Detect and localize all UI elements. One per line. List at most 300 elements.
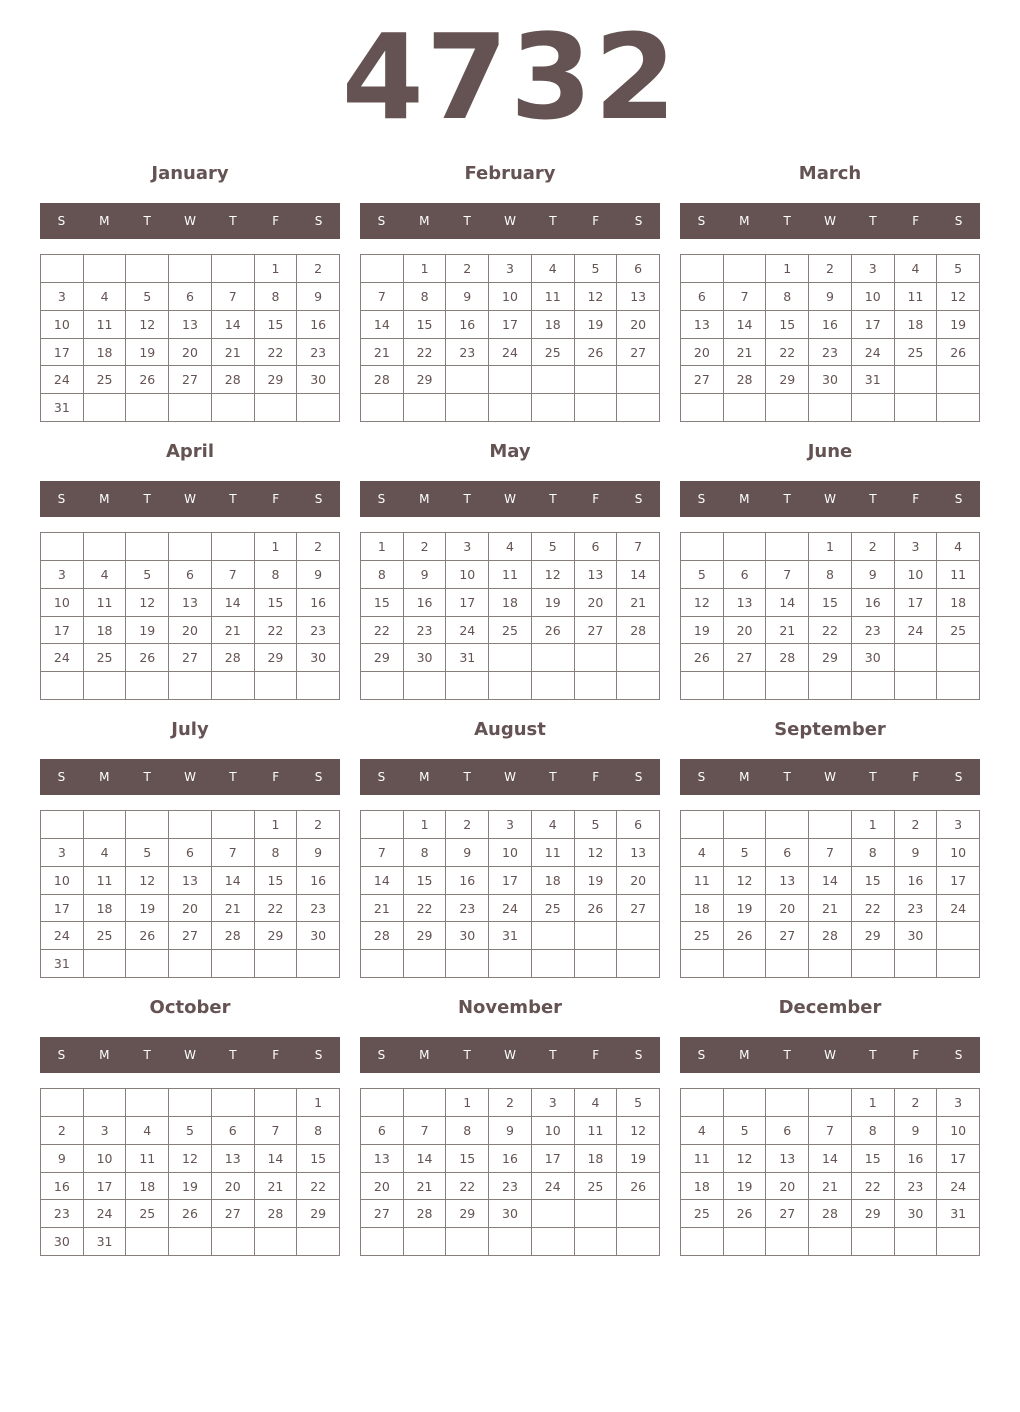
weekday-label: T [463,214,471,228]
day-cell: 17 [41,339,84,367]
day-cell: 11 [895,283,938,311]
day-cell: 19 [724,895,767,923]
day-cell: 2 [489,1089,532,1117]
day-cell: 9 [297,283,340,311]
day-cell: 25 [489,617,532,645]
weekday-label: F [592,770,600,784]
day-cell: 12 [724,1145,767,1173]
weekday-label: W [184,1048,196,1062]
empty-day-cell [724,950,767,978]
weekday-label: F [912,214,920,228]
empty-day-cell [255,394,298,422]
day-cell: 12 [937,283,980,311]
day-cell: 1 [852,811,895,839]
day-cell: 17 [41,895,84,923]
empty-day-cell [852,950,895,978]
empty-day-cell [169,811,212,839]
weekday-label: S [377,214,386,228]
day-cell: 15 [766,311,809,339]
empty-day-cell [84,394,127,422]
day-cell: 25 [532,339,575,367]
day-cell: 14 [809,1145,852,1173]
day-cell: 25 [681,922,724,950]
day-cell: 2 [404,533,447,561]
day-cell: 30 [895,1200,938,1228]
empty-day-cell [41,811,84,839]
weekday-label: F [272,492,280,506]
day-cell: 10 [937,839,980,867]
day-cell: 20 [724,617,767,645]
day-cell: 13 [617,283,660,311]
day-cell: 29 [404,922,447,950]
weekday-label: M [99,214,110,228]
weekday-label: T [143,214,151,228]
empty-day-cell [681,394,724,422]
day-cell: 22 [255,339,298,367]
day-cell: 3 [41,839,84,867]
day-cell: 5 [126,839,169,867]
weekday-label: S [697,492,706,506]
day-cell: 23 [895,895,938,923]
day-cell: 4 [84,283,127,311]
day-cell: 30 [297,922,340,950]
day-cell: 25 [681,1200,724,1228]
empty-day-cell [724,672,767,700]
empty-day-cell [126,1089,169,1117]
weekday-label: W [824,770,836,784]
empty-day-cell [575,366,618,394]
weekday-header [360,203,660,239]
day-cell: 13 [724,589,767,617]
day-cell: 2 [446,811,489,839]
day-cell: 24 [489,895,532,923]
empty-day-cell [681,1228,724,1256]
empty-day-cell [404,672,447,700]
day-cell: 17 [84,1173,127,1201]
weekday-header [40,481,340,517]
empty-day-cell [297,672,340,700]
empty-day-cell [681,255,724,283]
day-cell: 1 [255,533,298,561]
day-cell: 13 [617,839,660,867]
day-cell: 27 [169,366,212,394]
day-cell: 15 [255,589,298,617]
day-cell: 20 [169,617,212,645]
empty-day-cell [489,366,532,394]
day-cell: 31 [852,366,895,394]
day-cell: 6 [169,839,212,867]
empty-day-cell [84,1089,127,1117]
empty-day-cell [446,950,489,978]
weekday-label: T [463,1048,471,1062]
day-cell: 18 [84,617,127,645]
empty-day-cell [255,1089,298,1117]
weekday-label: T [229,1048,237,1062]
day-cell: 4 [681,1117,724,1145]
day-cell: 2 [297,533,340,561]
day-cell: 2 [297,811,340,839]
day-cell: 7 [361,283,404,311]
day-cell: 20 [617,311,660,339]
day-cell: 19 [575,311,618,339]
month-title: May [489,441,531,462]
day-cell: 2 [41,1117,84,1145]
day-cell: 13 [169,589,212,617]
day-cell: 8 [297,1117,340,1145]
day-cell: 15 [255,867,298,895]
day-cell: 24 [84,1200,127,1228]
day-cell: 23 [297,339,340,367]
day-cell: 23 [895,1173,938,1201]
empty-day-cell [361,1228,404,1256]
day-cell: 27 [766,922,809,950]
day-cell: 25 [84,644,127,672]
day-cell: 3 [84,1117,127,1145]
day-cell: 18 [84,339,127,367]
day-cell: 15 [297,1145,340,1173]
day-cell: 11 [575,1117,618,1145]
empty-day-cell [361,1089,404,1117]
empty-day-cell [489,394,532,422]
weekday-label: M [419,1048,430,1062]
day-cell: 14 [212,589,255,617]
day-cell: 28 [361,366,404,394]
day-cell: 2 [809,255,852,283]
empty-day-cell [212,255,255,283]
day-cell: 22 [852,1173,895,1201]
day-cell: 26 [937,339,980,367]
empty-day-cell [681,672,724,700]
day-cell: 7 [404,1117,447,1145]
weekday-header [680,203,980,239]
day-cell: 4 [937,533,980,561]
day-cell: 1 [446,1089,489,1117]
empty-day-cell [361,950,404,978]
weekday-label: M [419,214,430,228]
day-cell: 23 [41,1200,84,1228]
day-cell: 6 [766,839,809,867]
day-cell: 15 [852,867,895,895]
day-cell: 7 [766,561,809,589]
day-cell: 31 [41,394,84,422]
day-cell: 7 [361,839,404,867]
weekday-label: S [634,1048,643,1062]
weekday-label: W [504,770,516,784]
day-cell: 17 [446,589,489,617]
day-cell: 25 [532,895,575,923]
day-cell: 1 [809,533,852,561]
empty-day-cell [169,1089,212,1117]
day-cell: 28 [404,1200,447,1228]
day-cell: 12 [169,1145,212,1173]
day-cell: 29 [404,366,447,394]
day-cell: 31 [937,1200,980,1228]
day-cell: 30 [404,644,447,672]
weekday-label: F [592,1048,600,1062]
day-cell: 2 [895,1089,938,1117]
day-cell: 17 [489,311,532,339]
day-cell: 17 [489,867,532,895]
weekday-label: S [57,770,66,784]
day-cell: 19 [617,1145,660,1173]
empty-day-cell [895,394,938,422]
day-cell: 12 [681,589,724,617]
day-cell: 2 [446,255,489,283]
day-cell: 29 [446,1200,489,1228]
day-cell: 11 [532,839,575,867]
day-cell: 4 [532,811,575,839]
day-cell: 22 [766,339,809,367]
weekday-label: S [57,214,66,228]
day-cell: 16 [809,311,852,339]
weekday-label: T [143,1048,151,1062]
day-cell: 22 [255,617,298,645]
day-cell: 8 [361,561,404,589]
day-cell: 4 [126,1117,169,1145]
weekday-label: M [99,1048,110,1062]
empty-day-cell [575,644,618,672]
empty-day-cell [297,394,340,422]
empty-day-cell [724,811,767,839]
weekday-label: F [272,1048,280,1062]
day-cell: 3 [852,255,895,283]
weekday-header [360,1037,660,1073]
day-cell: 5 [532,533,575,561]
day-cell: 3 [41,561,84,589]
day-cell: 12 [575,283,618,311]
empty-day-cell [255,950,298,978]
empty-day-cell [361,394,404,422]
day-cell: 4 [681,839,724,867]
weekday-label: M [99,770,110,784]
empty-day-cell [489,644,532,672]
day-cell: 11 [937,561,980,589]
day-grid [40,1088,340,1256]
day-cell: 20 [766,895,809,923]
empty-day-cell [41,533,84,561]
month-title: February [464,163,556,184]
weekday-label: M [739,492,750,506]
day-cell: 23 [446,895,489,923]
weekday-header [40,1037,340,1073]
empty-day-cell [84,950,127,978]
day-cell: 6 [212,1117,255,1145]
day-cell: 24 [489,339,532,367]
day-cell: 14 [255,1145,298,1173]
weekday-header [680,1037,980,1073]
day-cell: 16 [297,589,340,617]
day-cell: 16 [297,867,340,895]
day-cell: 24 [937,1173,980,1201]
weekday-label: T [229,214,237,228]
day-cell: 13 [766,1145,809,1173]
day-cell: 11 [84,311,127,339]
day-grid [40,254,340,422]
empty-day-cell [937,644,980,672]
day-cell: 14 [361,311,404,339]
day-cell: 4 [84,839,127,867]
weekday-label: W [504,492,516,506]
day-cell: 29 [297,1200,340,1228]
empty-day-cell [766,950,809,978]
month-title: June [807,441,853,462]
empty-day-cell [361,811,404,839]
day-cell: 21 [724,339,767,367]
weekday-label: T [869,214,877,228]
day-cell: 6 [575,533,618,561]
day-cell: 20 [361,1173,404,1201]
empty-day-cell [297,950,340,978]
day-cell: 14 [212,867,255,895]
empty-day-cell [724,1089,767,1117]
day-cell: 1 [255,255,298,283]
day-cell: 9 [489,1117,532,1145]
day-cell: 18 [532,867,575,895]
day-cell: 16 [852,589,895,617]
day-cell: 21 [809,1173,852,1201]
weekday-header [680,759,980,795]
day-cell: 27 [212,1200,255,1228]
empty-day-cell [617,644,660,672]
day-cell: 27 [169,922,212,950]
day-cell: 5 [724,1117,767,1145]
empty-day-cell [937,672,980,700]
day-cell: 28 [809,922,852,950]
day-cell: 21 [404,1173,447,1201]
day-cell: 10 [852,283,895,311]
day-cell: 8 [404,839,447,867]
empty-day-cell [895,672,938,700]
empty-day-cell [681,811,724,839]
weekday-label: T [549,214,557,228]
day-cell: 19 [169,1173,212,1201]
empty-day-cell [809,672,852,700]
day-cell: 7 [809,1117,852,1145]
empty-day-cell [575,922,618,950]
weekday-label: T [783,214,791,228]
day-cell: 17 [937,1145,980,1173]
day-cell: 30 [41,1228,84,1256]
day-cell: 1 [361,533,404,561]
day-cell: 8 [404,283,447,311]
day-cell: 9 [446,839,489,867]
day-grid [360,1088,660,1256]
day-cell: 8 [255,283,298,311]
empty-day-cell [809,950,852,978]
day-cell: 5 [126,561,169,589]
day-cell: 18 [126,1173,169,1201]
day-cell: 1 [766,255,809,283]
day-cell: 19 [681,617,724,645]
empty-day-cell [681,533,724,561]
weekday-label: S [954,214,963,228]
day-cell: 14 [361,867,404,895]
day-cell: 21 [255,1173,298,1201]
day-cell: 15 [255,311,298,339]
day-cell: 24 [937,895,980,923]
day-cell: 7 [212,839,255,867]
empty-day-cell [809,1228,852,1256]
day-cell: 26 [681,644,724,672]
day-cell: 26 [575,895,618,923]
weekday-header [40,203,340,239]
day-cell: 24 [895,617,938,645]
empty-day-cell [126,255,169,283]
empty-day-cell [617,1228,660,1256]
day-cell: 11 [681,867,724,895]
day-cell: 10 [937,1117,980,1145]
day-cell: 16 [41,1173,84,1201]
month-title: November [457,997,563,1018]
empty-day-cell [212,1089,255,1117]
empty-day-cell [489,950,532,978]
day-cell: 19 [937,311,980,339]
empty-day-cell [489,1228,532,1256]
day-cell: 6 [617,811,660,839]
day-cell: 6 [169,561,212,589]
month-title: January [151,163,229,184]
empty-day-cell [724,255,767,283]
day-cell: 17 [937,867,980,895]
day-grid [680,254,980,422]
month-title: December [778,997,882,1018]
day-cell: 5 [575,255,618,283]
day-grid [40,532,340,700]
empty-day-cell [169,533,212,561]
day-cell: 27 [681,366,724,394]
day-cell: 28 [212,644,255,672]
day-cell: 28 [255,1200,298,1228]
empty-day-cell [575,1200,618,1228]
empty-day-cell [766,394,809,422]
weekday-label: S [314,214,323,228]
day-cell: 4 [84,561,127,589]
empty-day-cell [766,811,809,839]
day-cell: 4 [489,533,532,561]
weekday-label: S [954,770,963,784]
day-cell: 16 [895,1145,938,1173]
empty-day-cell [212,533,255,561]
day-cell: 10 [895,561,938,589]
day-cell: 17 [852,311,895,339]
year-title: 4732 [341,8,679,146]
empty-day-cell [575,672,618,700]
day-cell: 27 [617,895,660,923]
day-cell: 14 [766,589,809,617]
weekday-label: S [954,1048,963,1062]
day-cell: 3 [446,533,489,561]
day-cell: 24 [446,617,489,645]
weekday-label: T [143,492,151,506]
empty-day-cell [404,950,447,978]
day-cell: 29 [255,366,298,394]
day-cell: 24 [41,644,84,672]
day-grid [680,1088,980,1256]
day-cell: 22 [809,617,852,645]
empty-day-cell [212,1228,255,1256]
day-cell: 21 [766,617,809,645]
month-title: March [798,163,862,184]
weekday-label: W [184,492,196,506]
day-cell: 16 [446,311,489,339]
weekday-label: T [549,492,557,506]
day-cell: 8 [255,561,298,589]
day-cell: 18 [84,895,127,923]
empty-day-cell [532,1228,575,1256]
day-cell: 25 [575,1173,618,1201]
day-cell: 28 [617,617,660,645]
day-cell: 9 [297,561,340,589]
